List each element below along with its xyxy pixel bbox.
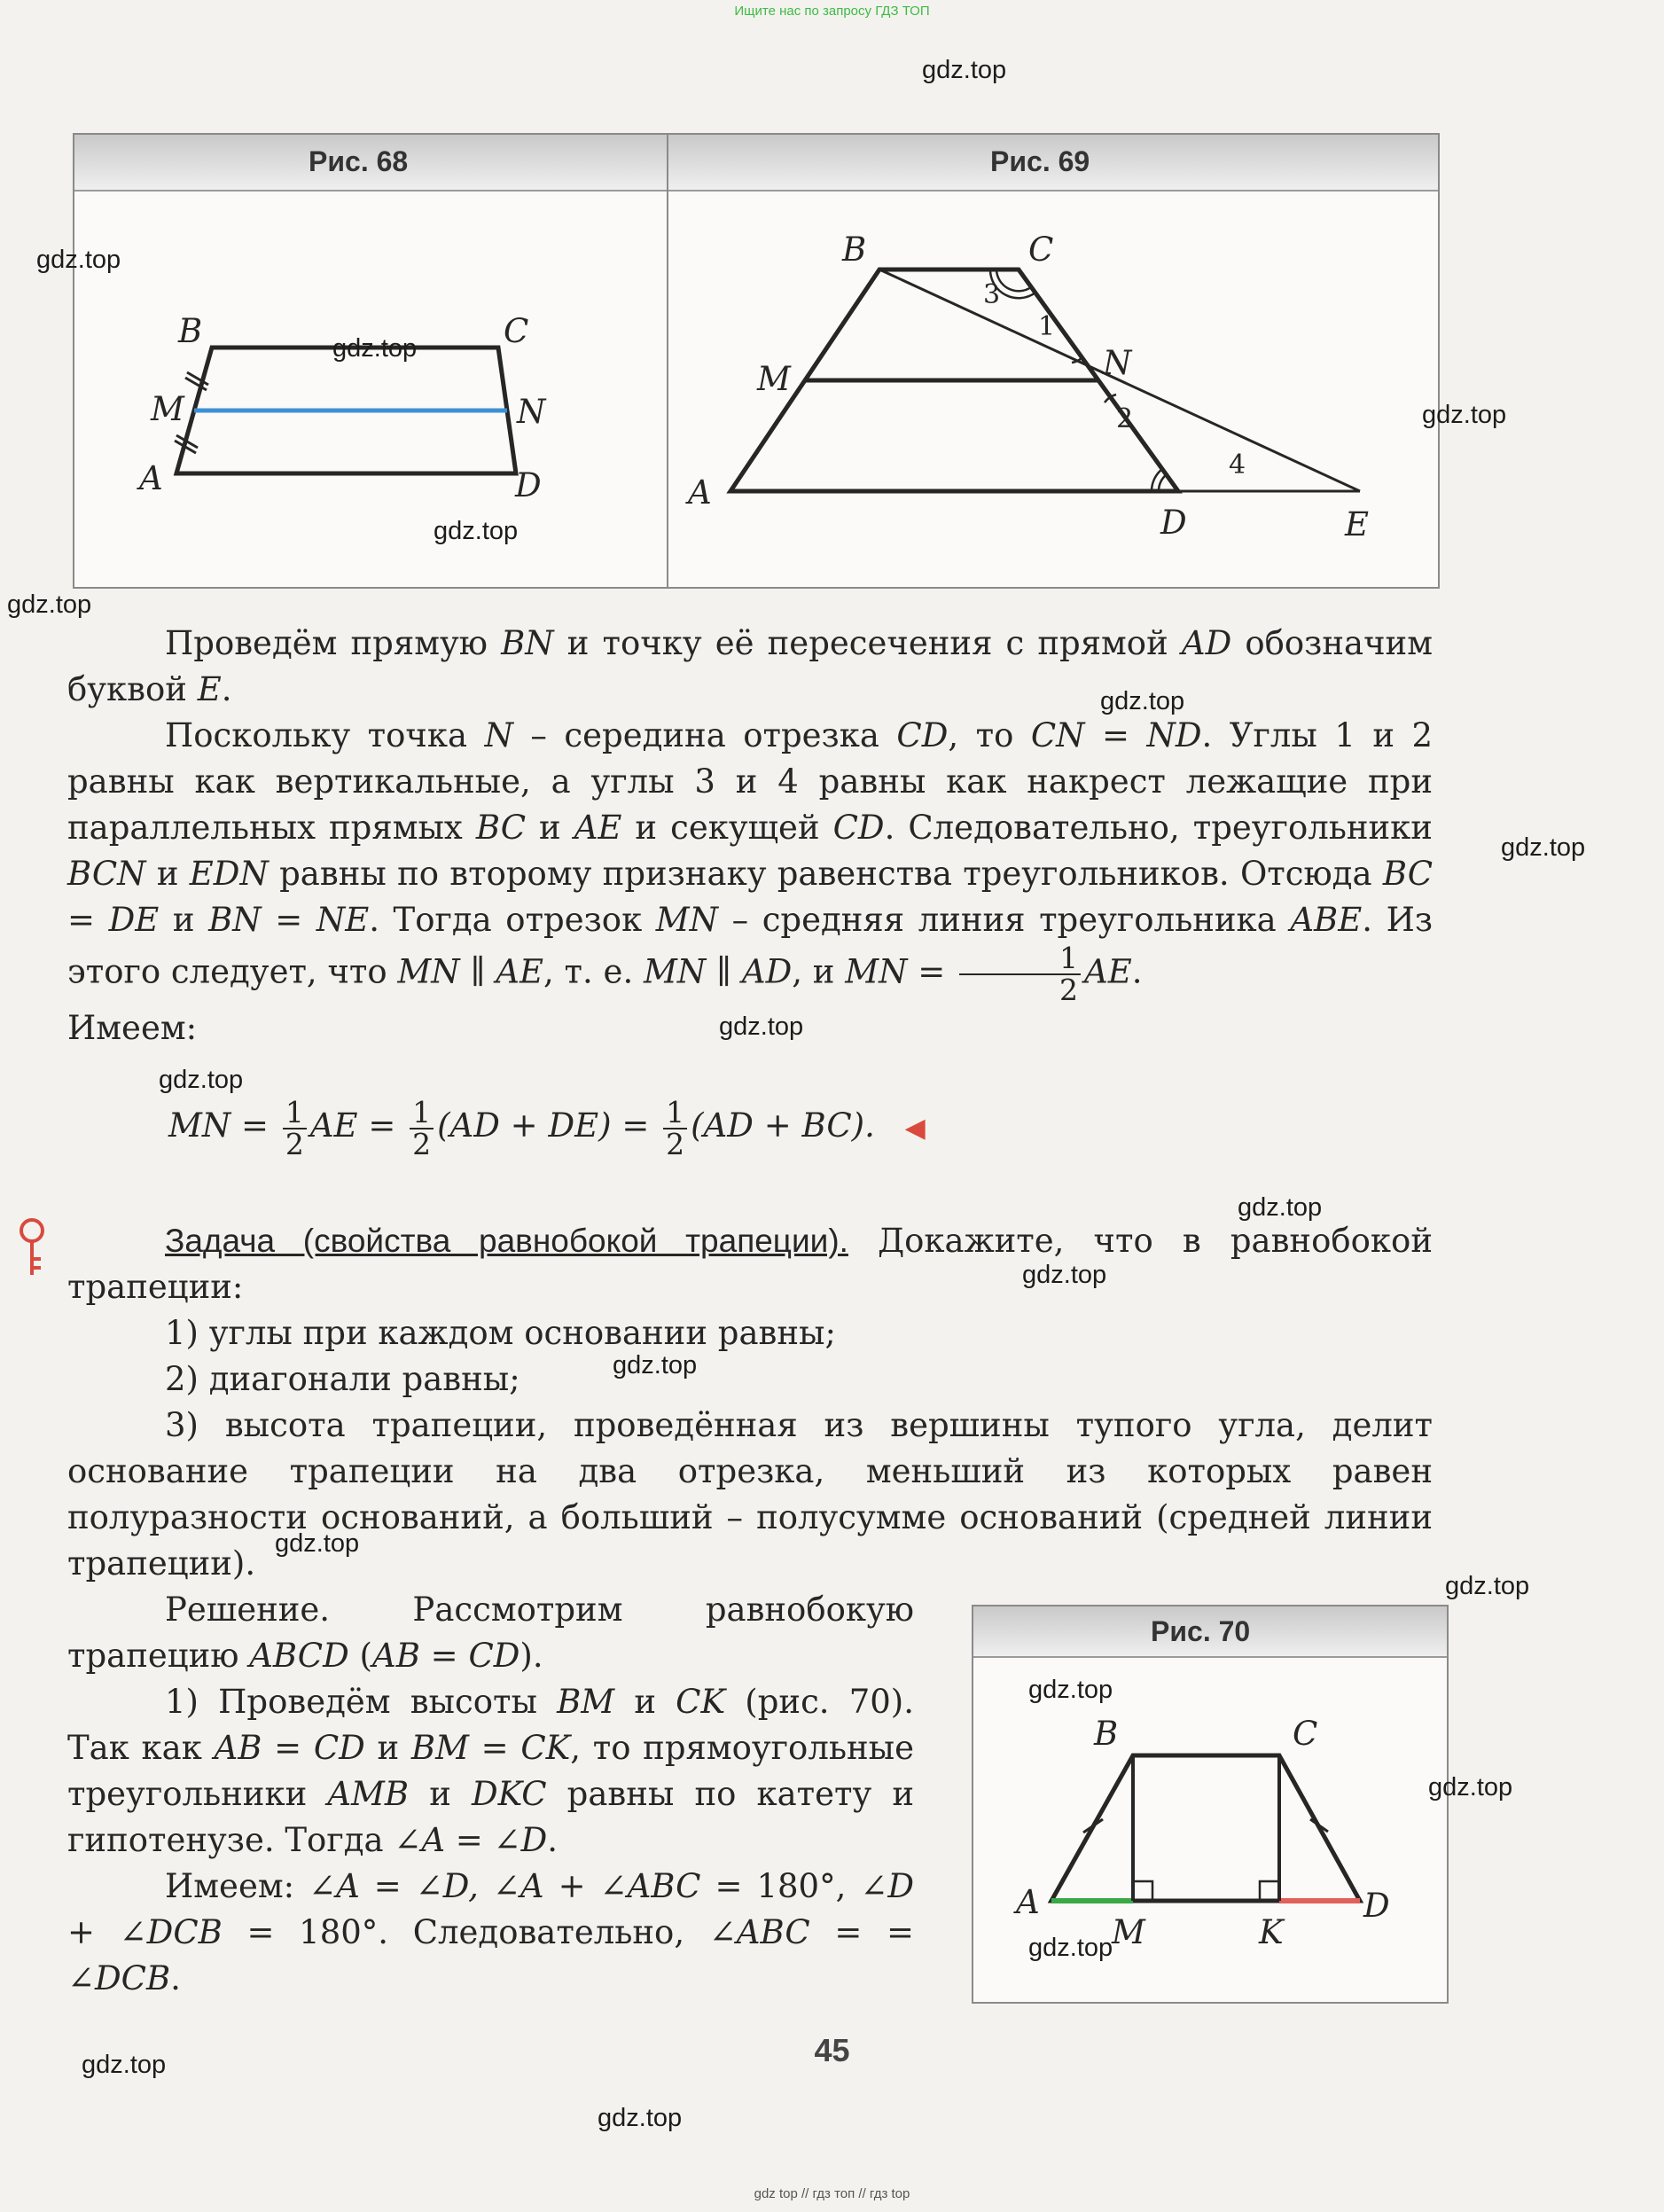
fig69-label-A: A <box>688 473 712 512</box>
key-icon <box>16 1216 48 1280</box>
fig69-label-B: B <box>842 231 867 269</box>
watermark: gdz.top <box>1428 1773 1513 1802</box>
fig70-trapezoid <box>1051 1755 1360 1901</box>
fig69-angle-3: 3 <box>983 279 1001 310</box>
paragraph-1: Проведём прямую BN и точку её пересечения с прямой AD обозначим буквой E. <box>67 624 1433 708</box>
fig69-label-D: D <box>1160 504 1187 542</box>
fig68-label-A: A <box>139 459 163 497</box>
fig69-label-C: C <box>1028 231 1054 269</box>
fig70-label-K: K <box>1259 1913 1284 1951</box>
paragraph-2: Поскольку точка N – середина отрезка CD, то CN = ND. Углы 1 и 2 равны как вертикальные, а углы 3 и 4 равны как накрест лежащие при параллельных прямых BC и AE и секущей CD. Следовательно, треугольники BCN и EDN равны по второму признаку равенства треугольников. Отсюда BC = DE и BN = NE. Тогда отрезок MN – средняя линия треугольника ABE. Из этого следует, что MN ∥ AE, т. е. MN ∥ AD, и MN = $\frac{1}{2}$ AE. Имеем: <box>67 713 1433 1051</box>
formula-mn: MN = $\frac{1}{2}$ AE = $\frac{1}{2}$ (AD + DE) = $\frac{1}{2}$ (AD + BC). ◀ <box>168 1094 926 1161</box>
fraction-half: $\frac{1}{2}$ <box>959 943 1081 1005</box>
fig69-label-M: M <box>757 360 791 398</box>
fig69-title: Рис. 69 <box>990 145 1090 177</box>
fig69-diagram <box>668 190 1436 587</box>
watermark: gdz.top <box>598 2104 683 2132</box>
fig70-label-M: M <box>1112 1913 1145 1951</box>
task-item-2: 2) диагонали равны; <box>165 1360 520 1398</box>
task-item-1: 1) углы при каждом основании равны; <box>165 1314 836 1352</box>
task-item-3: 3) высота трапеции, проведённая из вершины тупого угла, делит основание трапеции на два отрезка, меньший из которых равен полуразности оснований, а больший – полусумме оснований (средней линии трапеции). <box>67 1406 1433 1583</box>
fig70-right-angle-K <box>1260 1881 1279 1901</box>
fig68-label-B: B <box>178 312 203 350</box>
watermark: gdz.top <box>36 246 121 274</box>
watermark: gdz.top <box>7 590 92 619</box>
figures-header <box>74 135 1438 191</box>
figures-68-69-box <box>73 133 1440 589</box>
task-block: Задача (свойства равнобокой трапеции). Докажите, что в равнобокой трапеции: 1) углы при каждом основании равны; 2) диагонали равны; 3) высота трапеции, проведённая из вершины тупого угла, делит основание трапеции на два отрезка, меньший из которых равен полуразности оснований, а больший – полусумме оснований (средней линии трапеции). <box>67 1218 1433 1587</box>
watermark: gdz.top <box>159 1066 244 1094</box>
watermark: gdz.top <box>1100 687 1185 715</box>
solution-block: Решение. Рассмотрим равнобокую трапецию ABCD (AB = CD). 1) Проведём высоты BM и CK (рис. 70). Так как AB = CD и BM = CK, то прямоугольные треугольники AMB и DKC равны по катету и гипотенузе. Тогда ∠A = ∠D. Имеем: ∠A = ∠D, ∠A + ∠ABC = 180°, ∠D + ∠DCB = 180°. Следовательно, ∠ABC = = ∠DCB. <box>67 1591 915 1997</box>
watermark: gdz.top <box>1022 1261 1107 1289</box>
fig68-label-M: M <box>151 390 184 428</box>
watermark: gdz.top <box>1445 1572 1530 1600</box>
watermark: gdz.top <box>1501 833 1586 862</box>
watermark: gdz.top <box>922 56 1007 84</box>
fig69-angle-1: 1 <box>1038 311 1056 342</box>
header-note: Ищите нас по запросу ГДЗ ТОП <box>734 4 930 19</box>
fig70-label-C: C <box>1293 1715 1318 1753</box>
fig70-header <box>973 1606 1447 1658</box>
fig68-label-D: D <box>515 466 542 504</box>
fig69-angle-4: 4 <box>1229 449 1246 481</box>
fig69-angle-2: 2 <box>1116 403 1134 434</box>
watermark: gdz.top <box>82 2051 167 2079</box>
watermark: gdz.top <box>1238 1193 1323 1222</box>
watermark: gdz.top <box>1422 401 1507 429</box>
fig68-diagram <box>74 190 667 587</box>
footer-note: gdz top // гдз топ // гдз top <box>754 2186 910 2201</box>
fig70-title: Рис. 70 <box>1151 1615 1251 1647</box>
watermark: gdz.top <box>719 1012 804 1041</box>
fig68-title: Рис. 68 <box>309 145 409 177</box>
fig70-label-B: B <box>1094 1715 1119 1753</box>
fig69-label-N: N <box>1103 344 1132 382</box>
fig68-label-C: C <box>504 312 529 350</box>
have-label: Имеем: <box>67 1009 198 1047</box>
fig68-label-N: N <box>517 393 546 431</box>
watermark: gdz.top <box>613 1351 698 1380</box>
watermark: gdz.top <box>332 334 418 363</box>
watermark: gdz.top <box>1028 1676 1113 1704</box>
fig70-label-D: D <box>1363 1887 1390 1925</box>
fig70-right-angle-M <box>1133 1881 1152 1901</box>
watermark: gdz.top <box>1028 1934 1113 1962</box>
page-number: 45 <box>814 2032 850 2068</box>
fig69-angle4-arc2 <box>1159 474 1167 491</box>
fig70-label-A: A <box>1016 1883 1040 1921</box>
fig69-label-E: E <box>1345 505 1370 543</box>
watermark: gdz.top <box>434 517 519 545</box>
watermark: gdz.top <box>275 1529 360 1558</box>
task-title: Задача (свойства равнобокой трапеции). <box>165 1223 848 1259</box>
end-of-proof-marker: ◀ <box>904 1113 926 1144</box>
